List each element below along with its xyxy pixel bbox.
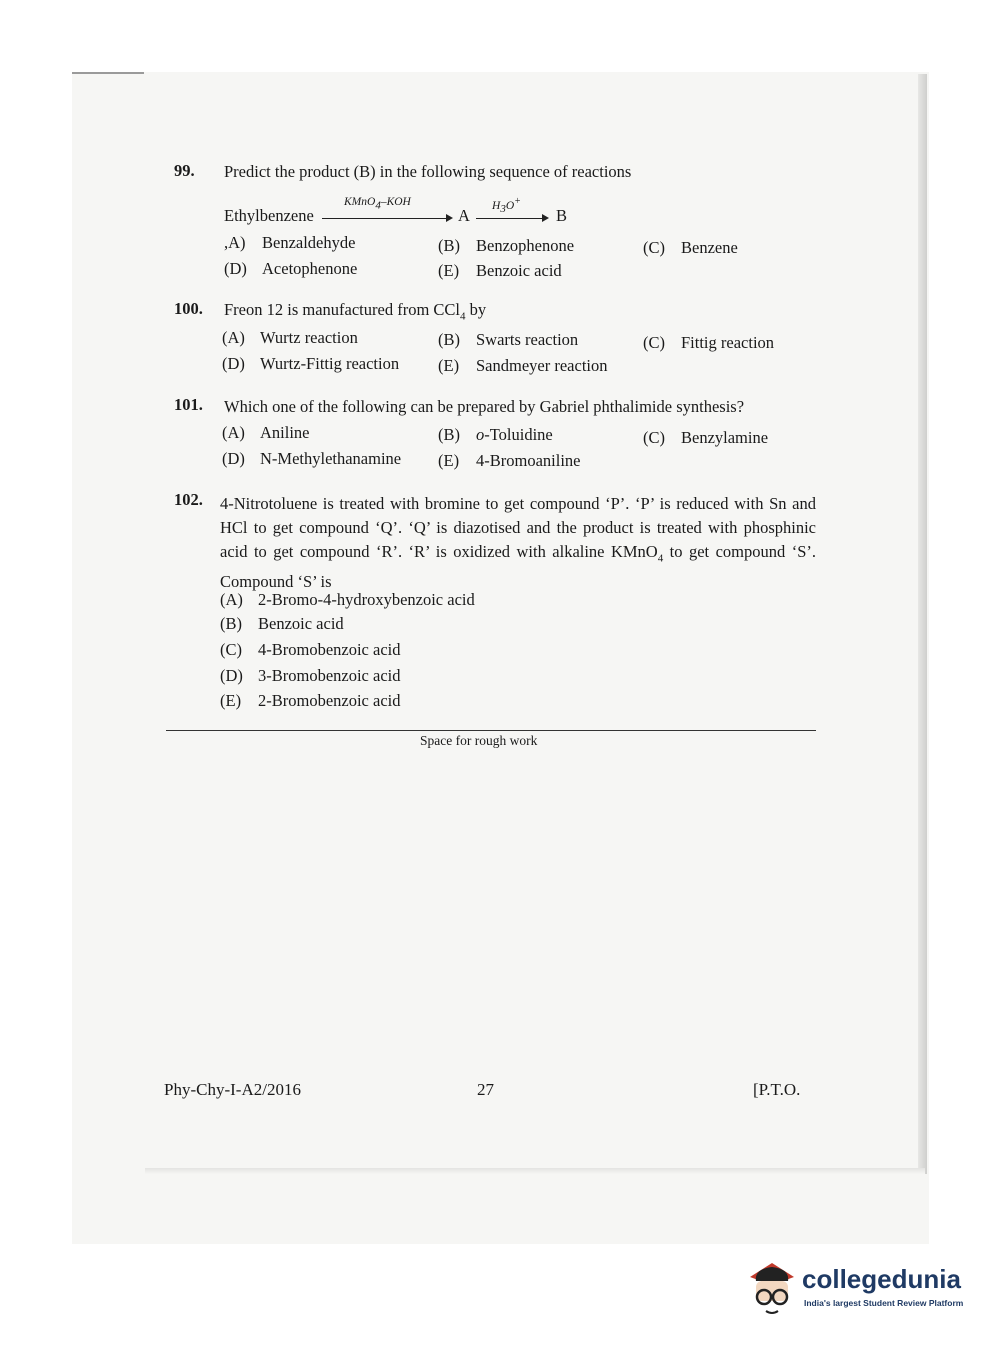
arrow-1 [322, 218, 446, 219]
reactant: Ethylbenzene [224, 206, 314, 225]
brand-name: collegedunia [802, 1264, 961, 1294]
arrow-1-head [446, 214, 453, 222]
rough-work-label: Space for rough work [420, 733, 538, 748]
question-102-number: 102. [174, 490, 203, 509]
paper-code: Phy-Chy-I-A2/2016 [164, 1080, 301, 1099]
q101-option-a: (A) Aniline [222, 423, 310, 442]
reagent-2: $H_3O^+$ [492, 196, 521, 216]
reagent-1: KMnO$_4$–KOH [344, 196, 411, 212]
scan-edge [72, 72, 144, 74]
q101-option-c: (C) Benzylamine [643, 428, 769, 447]
intermediate: A [458, 206, 470, 225]
q99-option-b: (B) Benzophenone [438, 236, 575, 255]
question-101-text: Which one of the following can be prepared by Gabriel phthalimide synthesis? [224, 397, 745, 416]
question-101-number: 101. [174, 395, 203, 414]
q100-option-e: (E) Sandmeyer reaction [438, 356, 608, 375]
page-number: 27 [477, 1080, 494, 1099]
reaction-scheme [224, 196, 604, 230]
q101-option-d: (D) N-Methylethanamine [222, 449, 402, 468]
q101-option-b: (B) o-Toluidine [438, 425, 553, 444]
question-99-text: Predict the product (B) in the following sequence of reactions [224, 162, 632, 181]
q99-option-d: (D) Acetophenone [224, 259, 358, 278]
product: B [556, 206, 568, 225]
q102-option-c: (C) 4-Bromobenzoic acid [220, 640, 401, 659]
q102-option-d: (D) 3-Bromobenzoic acid [220, 666, 401, 685]
page-bottom-edge [145, 1168, 925, 1174]
arrow-2 [476, 218, 542, 219]
q101-option-e: (E) 4-Bromoaniline [438, 451, 581, 470]
q102-option-a: (A) 2-Bromo-4-hydroxybenzoic acid [220, 590, 475, 609]
question-100-text: Freon 12 is manufactured from CCl$_4$ by [224, 300, 487, 323]
pto-marker: [P.T.O. [753, 1080, 801, 1099]
question-100-number: 100. [174, 299, 203, 318]
q99-option-e: (E) Benzoic acid [438, 261, 562, 280]
page-edge-shadow [918, 74, 927, 1174]
q100-option-d: (D) Wurtz-Fittig reaction [222, 354, 400, 373]
question-99-number: 99. [174, 161, 195, 180]
mascot-icon [742, 1255, 802, 1325]
q100-option-a: (A) Wurtz reaction [222, 328, 358, 347]
rough-work-divider [166, 730, 816, 731]
q102-option-b: (B) Benzoic acid [220, 614, 344, 633]
q100-option-c: (C) Fittig reaction [643, 333, 775, 352]
arrow-2-head [542, 214, 549, 222]
q102-option-e: (E) 2-Bromobenzoic acid [220, 691, 401, 710]
q99-option-a: ,A) Benzaldehyde [224, 233, 356, 252]
q100-option-b: (B) Swarts reaction [438, 330, 579, 349]
brand-tagline: India's largest Student Review Platform [804, 1298, 964, 1308]
q99-option-c: (C) Benzene [643, 238, 738, 257]
question-102-text: 4-Nitrotoluene is treated with bromine to get compound ‘P’. ‘P’ is reduced with Sn and HCl to get compound ‘Q’. ‘Q’ is diazotised and the product is treated with phosphinic acid to get compound ‘R’. ‘R’ is oxidized with alkaline KMnO$_4$ to get compound ‘S’. Compound ‘S’ is [220, 494, 816, 592]
